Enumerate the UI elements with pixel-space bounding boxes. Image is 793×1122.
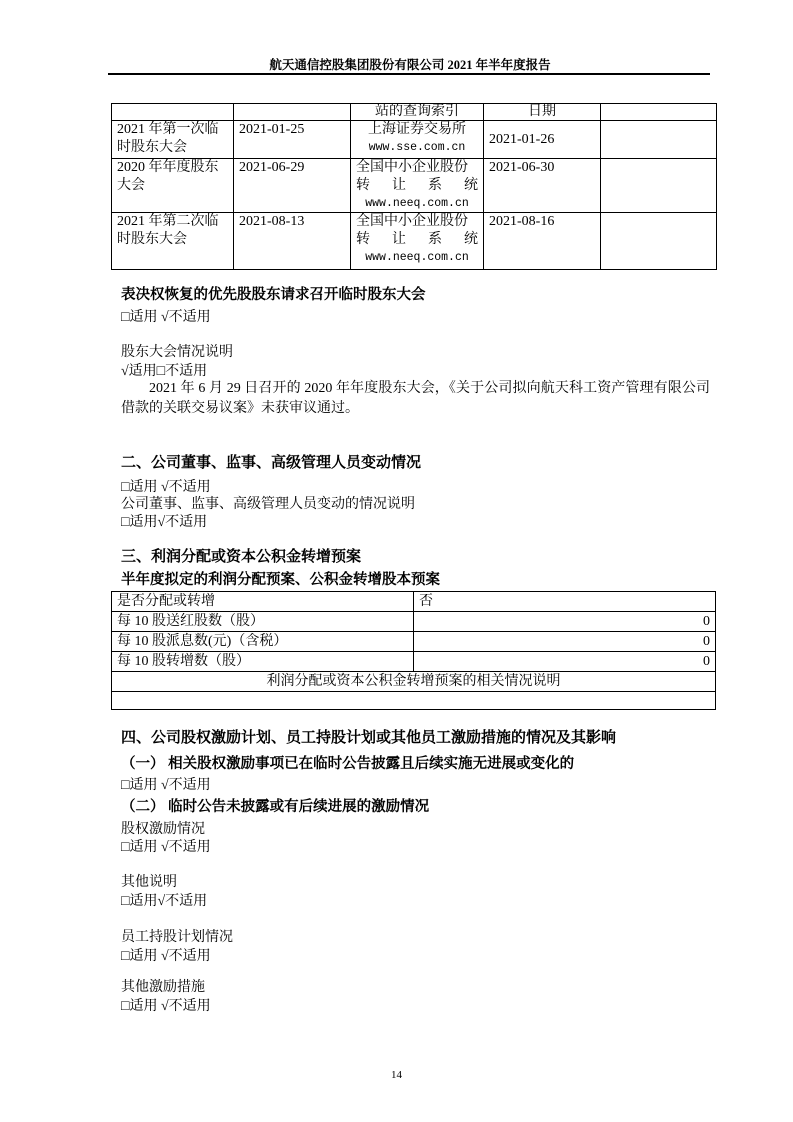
row-value-cell: 否 [414,592,716,612]
meeting-disclosure-date-cell: 2021-08-16 [484,213,601,270]
empty-header-cell [234,104,351,121]
column-header-date: 日期 [484,104,601,121]
empty-header-cell [601,104,717,121]
meeting-site-cell [351,159,484,213]
section-4-2-heading: （二） 临时公告未披露或有后续进展的激励情况 [121,799,430,815]
shareholder-meetings-table [111,103,717,270]
header-divider [108,73,710,75]
meeting-hold-date-cell: 2021-01-25 [234,121,351,159]
section-2-applicability: □适用 √不适用 [121,480,211,495]
section-4-heading: 四、公司股权激励计划、员工持股计划或其他员工激励措施的情况及其影响 [121,730,617,746]
preferred-shareholders-applicability: □适用 √不适用 [121,310,211,325]
meetings-table-header-row [112,104,717,121]
table-row [112,612,716,632]
meeting-name-cell: 2020 年年度股东大会 [112,159,234,213]
table-note-value-row [112,692,716,710]
director-change-note-applicability: □适用√不适用 [121,515,208,530]
meeting-note-label: 股东大会情况说明 [121,345,233,360]
meeting-site-cell [351,121,484,159]
equity-incentive-applicability: □适用 √不适用 [121,840,211,855]
other-incentive-label: 其他激励措施 [121,980,205,995]
other-note-applicability: □适用√不适用 [121,894,208,909]
site-name: 全国中小企业股份 [356,160,468,175]
site-url: www.neeq.com.cn [365,197,469,210]
esop-label: 员工持股计划情况 [121,930,233,945]
row-value-cell: 0 [414,652,716,672]
section-2-heading: 二、公司董事、监事、高级管理人员变动情况 [121,455,422,471]
site-name: 全国中小企业股份 [356,214,468,229]
esop-applicability: □适用 √不适用 [121,949,211,964]
row-value-cell: 0 [414,612,716,632]
site-url: www.sse.com.cn [368,141,466,154]
table-row [112,632,716,652]
section-4-1-heading: （一） 相关股权激励事项已在临时公告披露且后续实施无进展或变化的 [121,756,575,772]
meeting-hold-date-cell: 2021-08-13 [234,213,351,270]
profit-plan-subheading: 半年度拟定的利润分配预案、公积金转增股本预案 [121,572,440,588]
meeting-row [112,213,717,270]
meeting-hold-date-cell: 2021-06-29 [234,159,351,213]
profit-distribution-table [111,591,716,710]
site-name: 上海证券交易所 [368,122,466,137]
meeting-site-cell [351,213,484,270]
plan-note-header-cell: 利润分配或资本公积金转增预案的相关情况说明 [112,672,716,692]
empty-cell [601,159,717,213]
plan-note-empty-cell [112,692,716,710]
director-change-note-label: 公司董事、监事、高级管理人员变动的情况说明 [121,497,415,512]
empty-header-cell [112,104,234,121]
preferred-shareholders-heading: 表决权恢复的优先股股东请求召开临时股东大会 [121,287,426,303]
site-name: 转让系统 [356,178,478,193]
meeting-disclosure-date-cell: 2021-01-26 [484,121,601,159]
row-value-cell: 0 [414,632,716,652]
meeting-row [112,159,717,213]
column-header-site-index: 站的查询索引 [351,104,484,121]
other-incentive-applicability: □适用 √不适用 [121,999,211,1014]
row-label-cell: 是否分配或转增 [112,592,414,612]
row-label-cell: 每 10 股送红股数（股） [112,612,414,632]
site-name: 转让系统 [356,232,478,247]
section-3-heading: 三、利润分配或资本公积金转增预案 [121,549,362,565]
section-4-1-applicability: □适用 √不适用 [121,778,211,793]
table-row [112,592,716,612]
page-number: 14 [391,1069,402,1081]
meeting-name-cell: 2021 年第一次临时股东大会 [112,121,234,159]
site-url: www.neeq.com.cn [365,251,469,264]
row-label-cell: 每 10 股派息数(元)（含税） [112,632,414,652]
meeting-name-cell: 2021 年第二次临时股东大会 [112,213,234,270]
report-title: 航天通信控股集团股份有限公司 2021 年半年度报告 [269,58,551,72]
table-note-header-row [112,672,716,692]
meeting-note-applicability: √适用□不适用 [121,364,208,379]
empty-cell [601,121,717,159]
empty-cell [601,213,717,270]
equity-incentive-label: 股权激励情况 [121,822,205,837]
row-label-cell: 每 10 股转增数（股） [112,652,414,672]
table-row [112,652,716,672]
meeting-row [112,121,717,159]
meeting-disclosure-date-cell: 2021-06-30 [484,159,601,213]
meeting-note-paragraph: 2021 年 6 月 29 日召开的 2020 年年度股东大会，《关于公司拟向航天科工资产管理有限公司借款的关联交易议案》未获审议通过。 [121,381,710,416]
other-note-label: 其他说明 [121,875,177,890]
